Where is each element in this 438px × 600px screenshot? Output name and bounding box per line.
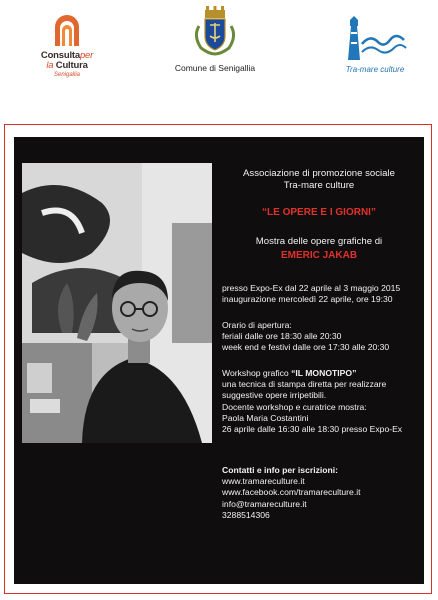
consulta-la: la: [46, 60, 54, 71]
exhibition-title: “LE OPERE E I GIORNI”: [262, 207, 376, 218]
hours-block: [222, 320, 422, 354]
workshop-desc2: suggestive opere irripetibili.: [222, 390, 327, 401]
consulta-word: Consulta: [40, 50, 80, 61]
tramare-logo: [334, 16, 416, 76]
exhibition-subtitle: Mostra delle opere grafiche di: [255, 236, 383, 247]
tramare-name: Tra-mare culture: [345, 65, 405, 74]
facebook-link[interactable]: www.facebook.com/tramareculture.it: [222, 487, 361, 498]
consulta-sub: Senigallia: [53, 72, 81, 78]
opening-event: inaugurazione mercoledì 22 aprile, ore 19:30: [222, 294, 393, 305]
workshop-prefix: Workshop grafico: [222, 368, 292, 378]
workshop-name: “IL MONOTIPO”: [291, 368, 357, 378]
hours-title: Orario di apertura:: [222, 320, 292, 330]
contacts-block: [222, 465, 422, 521]
arch-icon: [52, 14, 82, 46]
hours-weekday: feriali dalle ore 18:30 alle 20:30: [222, 331, 342, 342]
comune-logo: [160, 6, 270, 76]
association-line2: Tra-mare culture: [283, 180, 355, 192]
association-block: [222, 168, 416, 193]
artist-photo: [22, 163, 212, 443]
email-link[interactable]: info@tramareculture.it: [222, 498, 307, 509]
association-line1: Associazione di promozione sociale: [243, 168, 395, 179]
consulta-logo: [30, 14, 104, 86]
contacts-title: Contatti e info per iscrizioni:: [222, 465, 339, 475]
consulta-per: per: [79, 50, 94, 61]
workshop-teacher: Paola Maria Costantini: [222, 412, 309, 423]
workshop-block: [222, 368, 422, 435]
workshop-desc1: una tecnica di stampa diretta per realizzare: [222, 379, 387, 390]
workshop-teacher-label: Docente workshop e curatrice mostra:: [222, 401, 367, 412]
venue-dates: presso Expo-Ex dal 22 aprile al 3 maggio 2015: [222, 283, 401, 293]
hours-weekend: week end e festivi dalle ore 17:30 alle 20:30: [222, 342, 390, 353]
comune-name: Comune di Senigallia: [174, 63, 256, 73]
artist-name: EMERIC JAKAB: [280, 250, 358, 261]
workshop-date: 26 aprile dalle 16:30 alle 18:30 presso Expo-Ex: [222, 424, 403, 435]
venue-block: [222, 283, 422, 305]
website-link[interactable]: www.tramareculture.it: [222, 476, 305, 487]
phone-number: 3288514306: [222, 509, 270, 520]
coat-of-arms-icon: [191, 6, 239, 56]
consulta-cultura: Cultura: [55, 60, 88, 71]
lighthouse-wave-icon: [340, 16, 410, 62]
